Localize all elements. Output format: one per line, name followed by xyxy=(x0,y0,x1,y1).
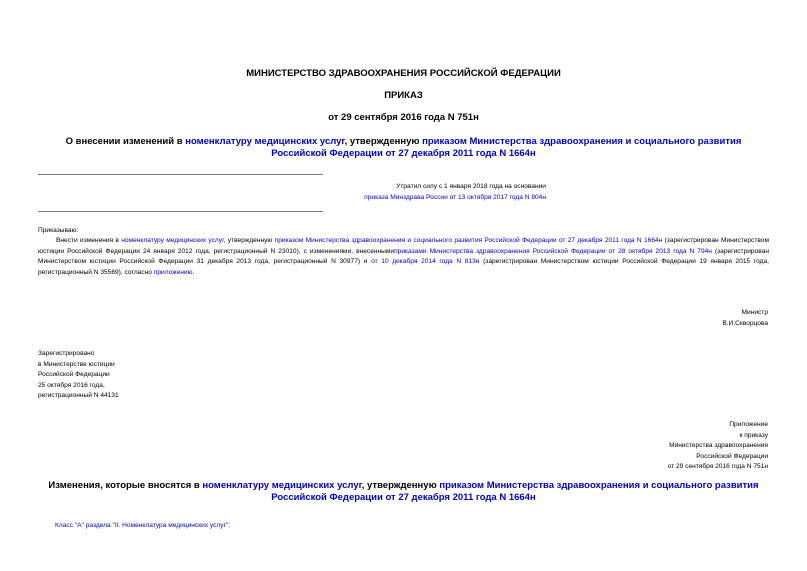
registration-line: в Министерстве юстиции xyxy=(38,360,115,368)
registration-line: 25 октября 2016 года, xyxy=(38,381,105,389)
changes-link-nomenclature[interactable]: номенклатуру медицинских услуг xyxy=(202,480,362,491)
document-title xyxy=(48,136,759,159)
body-text-4: (зарегистрирован Министерством юстиции Российской Федерации 31 декабря 2013 года, регистрационный N 30977) и xyxy=(38,247,770,265)
changes-text-1: Изменения, которые вносятся в xyxy=(48,480,203,491)
registration-block xyxy=(38,349,119,402)
appendix-block xyxy=(500,420,768,473)
body-text-1: Внести изменения в xyxy=(56,237,122,244)
appendix-line: к приказу xyxy=(739,431,768,439)
appendix-line: от 29 сентября 2016 года N 751н xyxy=(667,463,768,470)
ministry-heading: МИНИСТЕРСТВО ЗДРАВООХРАНЕНИЯ РОССИЙСКОЙ ФЕДЕРАЦИИ xyxy=(246,68,561,79)
body-link-nomenclature[interactable]: номенклатуру медицинских услуг xyxy=(121,237,224,244)
appendix-line: Приложение xyxy=(729,421,768,428)
body-text-5: (зарегистрирован Министерством юстиции Российской Федерации 19 января 2015 года, регистрационный N 35569), согласно xyxy=(38,258,769,276)
appendix-line: Российской Федерации xyxy=(696,452,768,460)
orders-label: Приказываю: xyxy=(38,227,79,234)
document-date-number: от 29 сентября 2016 года N 751н xyxy=(328,112,479,123)
class-line: Класс "А" раздела "II. Номенклатура медицинских услуг": xyxy=(55,522,231,529)
divider-top xyxy=(38,174,323,175)
appendix-line: Министерства здравоохранения xyxy=(669,442,768,449)
registration-line: Российской Федерации xyxy=(38,371,110,378)
body-text-2: , утвержденную xyxy=(223,237,275,244)
signature-block xyxy=(500,308,768,329)
main-paragraph xyxy=(38,236,769,278)
document-type: ПРИКАЗ xyxy=(384,90,423,101)
changes-title xyxy=(40,480,767,503)
registration-line: регистрационный N 44131 xyxy=(38,392,119,399)
signature-title: Министр xyxy=(741,309,768,316)
changes-link-order-1664n[interactable]: приказом Министерства здравоохранения и социального развития Российской Федерации от 27 декабря 2011 года N 1664н xyxy=(271,480,759,503)
registration-line: Зарегистрировано xyxy=(38,350,95,357)
status-block xyxy=(38,182,546,203)
body-link-order-813n[interactable]: от 10 декабря 2014 года N 813н xyxy=(371,258,480,265)
title-text-1: О внесении изменений в xyxy=(65,136,186,147)
body-link-order-794n[interactable]: приказами Министерства здравоохранения Российской Федерации от 28 октября 2013 года N 794н xyxy=(394,247,712,255)
status-line: Утратил силу с 1 января 2018 года на основании xyxy=(396,183,546,190)
title-link-nomenclature[interactable]: номенклатуру медицинских услуг xyxy=(185,136,345,147)
body-link-appendix[interactable]: приложению xyxy=(153,268,193,276)
title-link-order-1664n[interactable]: приказом Министерства здравоохранения и социального развития Российской Федерации от 27 декабря 2011 года N 1664н xyxy=(271,136,742,159)
signature-name: В.И.Скворцова xyxy=(722,319,768,327)
body-text-6: . xyxy=(192,268,195,276)
changes-text-2: , утвержденную xyxy=(361,480,440,491)
body-link-order-1664n[interactable]: приказом Министерства здравоохранения и социального развития Российской Федерации от 27 декабря 2011 года N 1664н xyxy=(274,237,663,244)
title-text-2: , утвержденную xyxy=(344,136,423,147)
divider-bottom xyxy=(38,211,323,212)
body-text-3: (зарегистрирован Министерством юстиции Российской Федерации 24 января 2012 года, регистрационный N 23010), с изменениями, внесенными xyxy=(38,237,769,255)
status-link-order-804n[interactable]: приказа Минздрава России от 13 октября 2017 года N 804н xyxy=(364,193,546,201)
